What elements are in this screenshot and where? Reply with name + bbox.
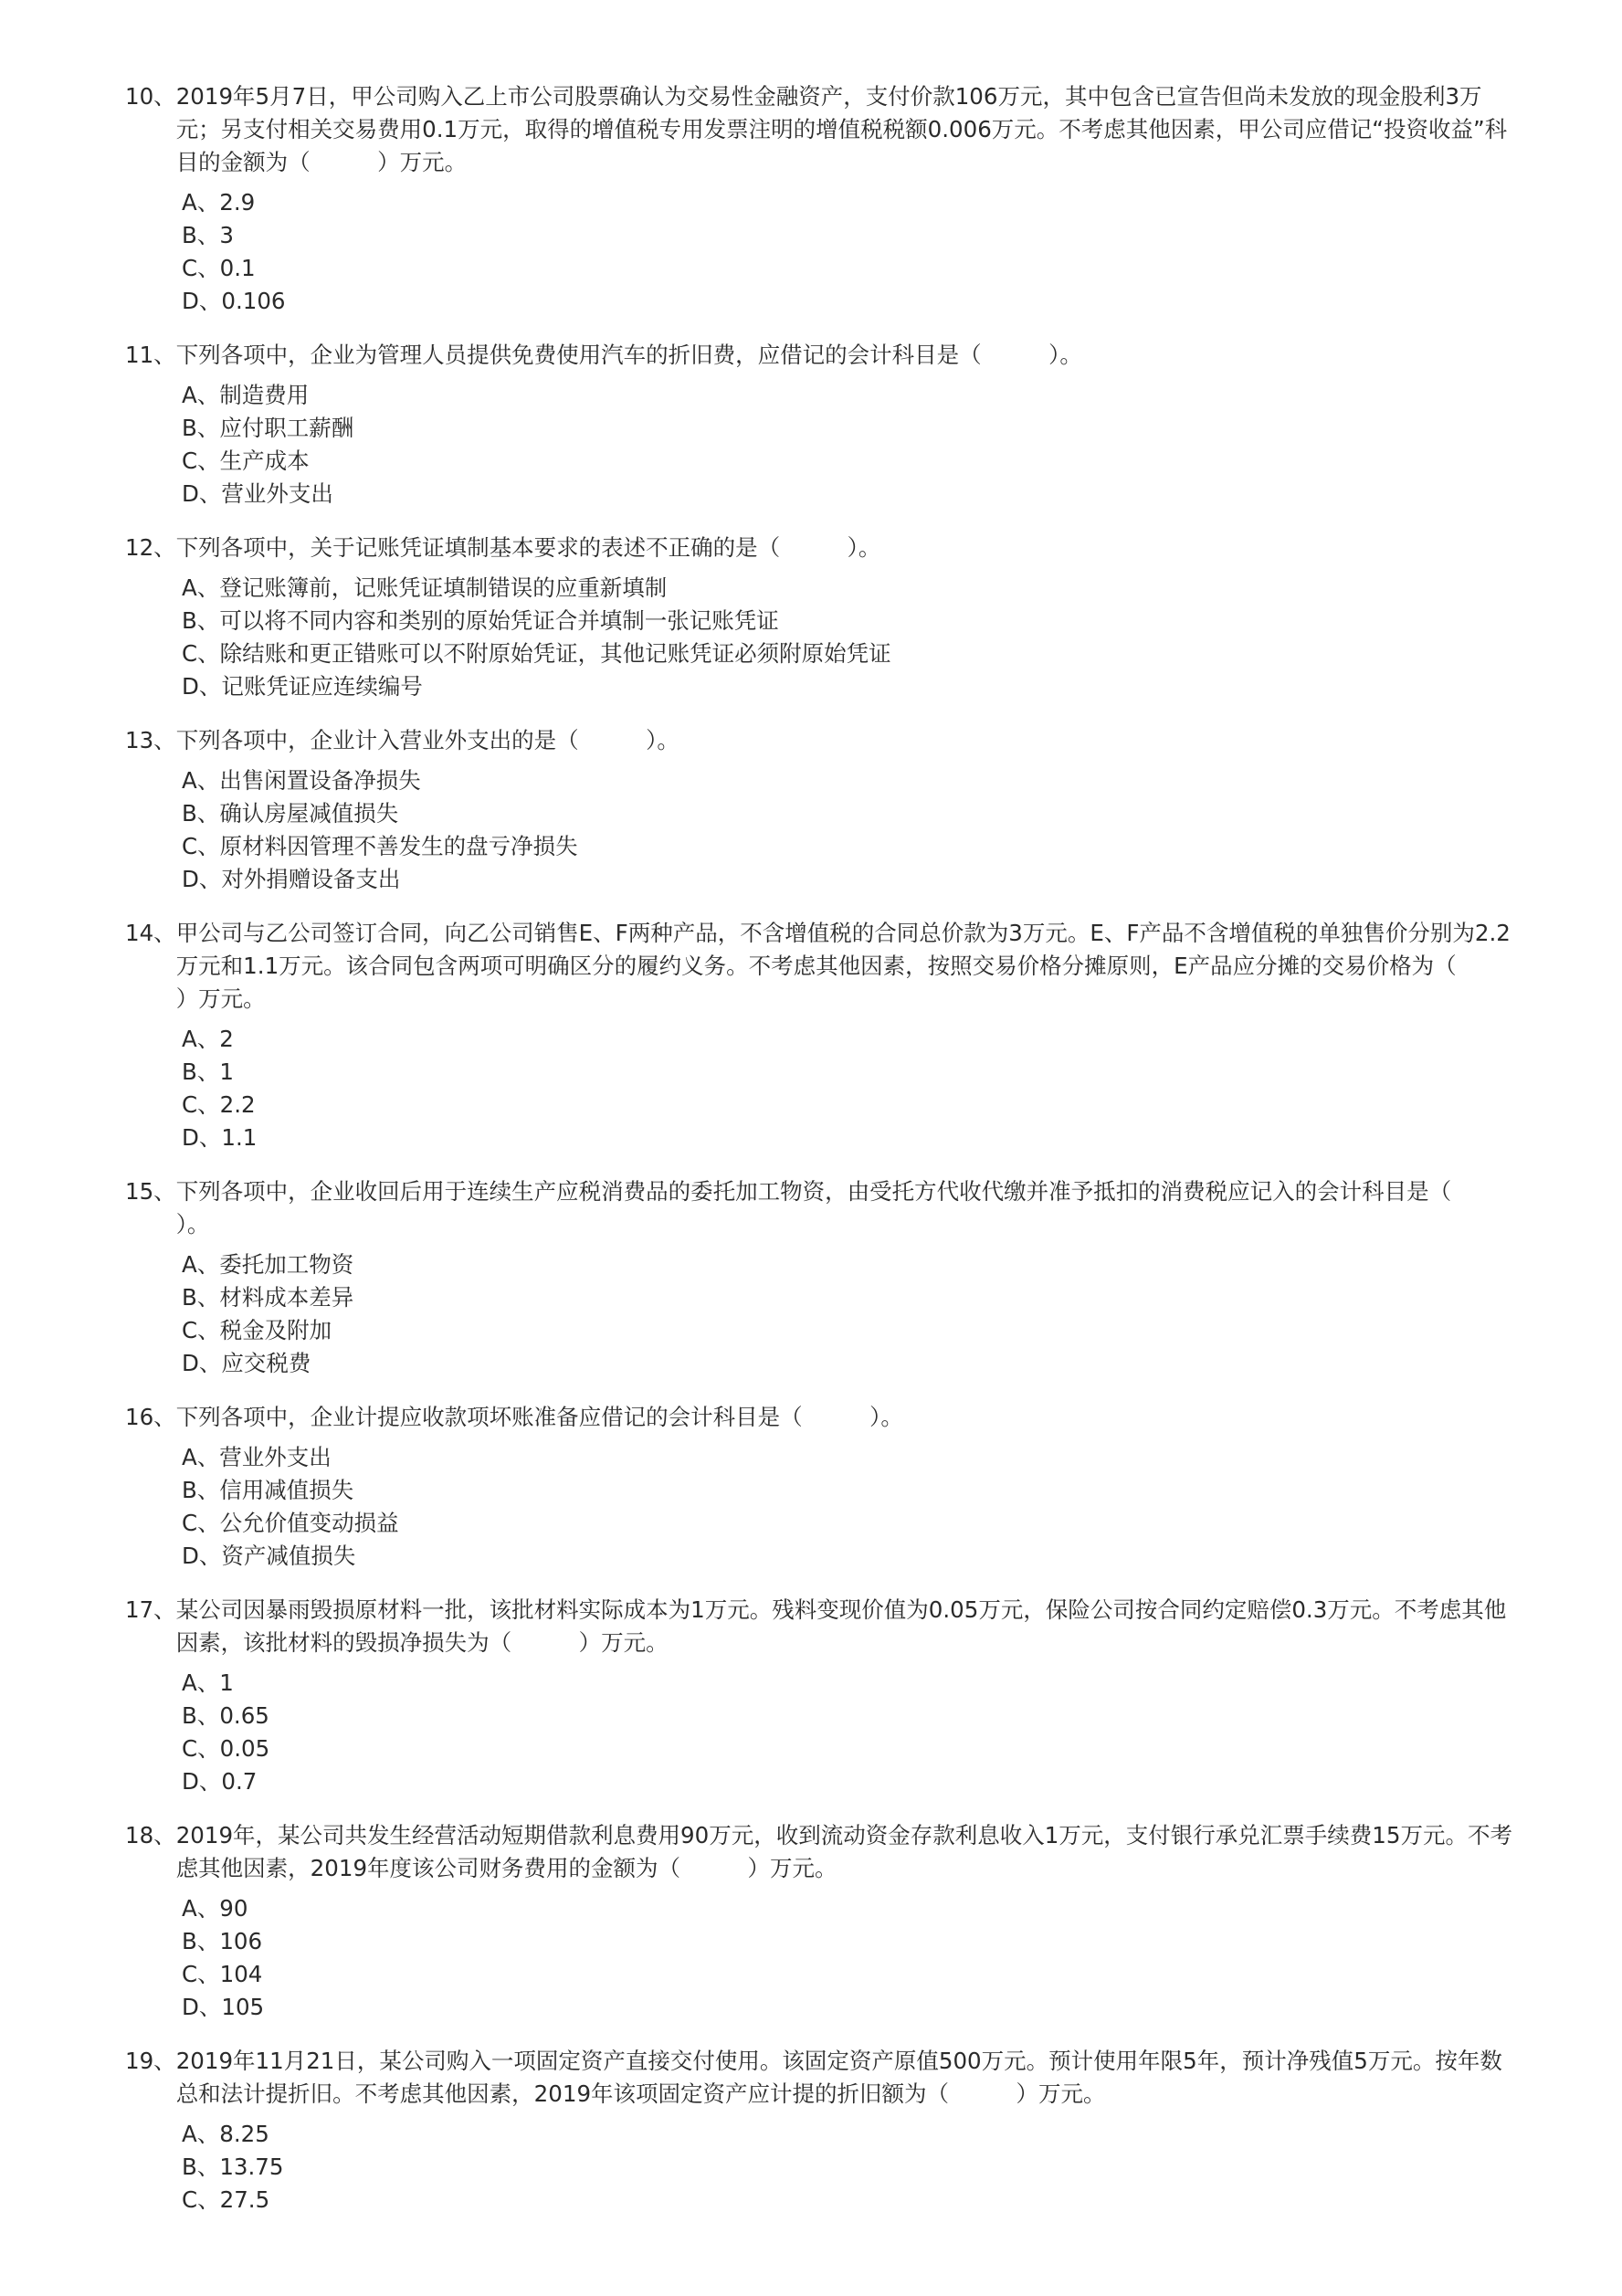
option-text: 资产减值损失 — [221, 1543, 356, 1569]
option-text: 公允价值变动损益 — [219, 1510, 399, 1536]
option-text: 委托加工物资 — [219, 1251, 354, 1278]
question-stem — [125, 339, 1513, 372]
question-item — [125, 532, 1513, 703]
question-number: 19、 — [125, 2048, 176, 2074]
question-text: 甲公司与乙公司签订合同，向乙公司销售E、F两种产品，不含增值税的合同总价款为3万元。E、F产品不含增值税的单独售价分别为2.2万元和1.1万元。该合同包含两项可明确区分的履约义务。不考虑其他因素，按照交易价格分摊原则，E产品应分摊的交易价格为（ ）万元。 — [175, 920, 1524, 1012]
option-letter: D、 — [182, 1124, 222, 1151]
option-text: 原材料因管理不善发生的盘亏净损失 — [219, 833, 578, 859]
option-letter: A、 — [182, 2121, 220, 2147]
option-item — [182, 379, 1513, 412]
question-number: 11、 — [125, 342, 176, 368]
option-list — [182, 186, 1513, 318]
option-item — [182, 1892, 1513, 1925]
option-item — [182, 1958, 1513, 1991]
question-item — [125, 1175, 1519, 1380]
option-text: 除结账和更正错账可以不附原始凭证，其他记账凭证必须附原始凭证 — [219, 640, 891, 667]
question-stem — [125, 80, 1513, 179]
option-item — [182, 605, 1513, 637]
option-item — [182, 2184, 1513, 2217]
question-item — [125, 339, 1513, 511]
option-letter: B、 — [182, 415, 220, 441]
option-text: 104 — [219, 1961, 263, 1987]
option-letter: C、 — [182, 1961, 220, 1987]
option-list — [182, 379, 1513, 511]
option-text: 营业外支出 — [219, 1444, 332, 1470]
option-item — [182, 252, 1513, 285]
option-letter: B、 — [182, 1058, 220, 1085]
option-item — [182, 219, 1513, 252]
option-letter: A、 — [182, 1444, 220, 1470]
question-number: 17、 — [125, 1596, 176, 1623]
option-text: 应付职工薪酬 — [219, 415, 354, 441]
option-list — [182, 1248, 1513, 1380]
option-item — [182, 797, 1513, 830]
option-text: 106 — [219, 1928, 263, 1954]
option-text: 3 — [219, 222, 234, 248]
option-letter: D、 — [182, 480, 222, 507]
option-letter: C、 — [182, 1510, 220, 1536]
question-number: 10、 — [125, 83, 176, 110]
option-text: 1 — [219, 1058, 234, 1085]
option-text: 生产成本 — [219, 448, 310, 474]
option-item — [182, 670, 1513, 703]
option-letter: A、 — [182, 767, 220, 794]
question-item — [125, 1819, 1513, 2024]
question-number: 13、 — [125, 727, 176, 753]
option-letter: B、 — [182, 800, 220, 827]
option-text: 13.75 — [219, 2154, 284, 2180]
option-text: 可以将不同内容和类别的原始凭证合并填制一张记账凭证 — [219, 607, 779, 634]
question-item — [125, 80, 1513, 318]
option-list — [182, 1023, 1513, 1154]
option-item — [182, 830, 1513, 863]
option-list — [182, 1892, 1513, 2024]
option-text: 税金及附加 — [219, 1317, 332, 1343]
option-letter: A、 — [182, 1026, 220, 1052]
option-letter: D、 — [182, 673, 222, 700]
option-letter: C、 — [182, 448, 220, 474]
option-text: 营业外支出 — [221, 480, 333, 507]
question-stem — [125, 532, 1513, 564]
option-item — [182, 863, 1513, 896]
option-text: 确认房屋减值损失 — [219, 800, 399, 827]
option-list — [182, 572, 1513, 703]
option-letter: A、 — [182, 1251, 220, 1278]
option-letter: A、 — [182, 1895, 220, 1922]
option-item — [182, 2151, 1513, 2184]
option-text: 0.106 — [221, 288, 286, 314]
option-item — [182, 1667, 1513, 1700]
option-text: 应交税费 — [221, 1350, 311, 1376]
option-text: 105 — [221, 1994, 265, 2020]
question-number: 12、 — [125, 534, 176, 561]
question-list — [125, 80, 1524, 2238]
question-text: 某公司因暴雨毁损原材料一批，该批材料实际成本为1万元。残料变现价值为0.05万元，保险公司按合同约定赔偿0.3万元。不考虑其他因素，该批材料的毁损净损失为（ ）万元。 — [175, 1596, 1507, 1656]
option-text: 0.05 — [219, 1735, 270, 1762]
option-letter: B、 — [182, 1284, 220, 1311]
option-text: 信用减值损失 — [219, 1477, 354, 1503]
option-item — [182, 1474, 1513, 1507]
option-text: 1.1 — [221, 1124, 258, 1151]
option-item — [182, 1540, 1513, 1573]
option-text: 2.9 — [219, 189, 256, 216]
question-number: 14、 — [125, 920, 176, 946]
option-item — [182, 1507, 1513, 1540]
option-text: 对外捐赠设备支出 — [221, 866, 401, 892]
option-letter: B、 — [182, 1928, 220, 1954]
option-list — [182, 2118, 1513, 2217]
option-item — [182, 186, 1513, 219]
option-text: 制造费用 — [219, 382, 310, 408]
option-letter: B、 — [182, 222, 220, 248]
option-letter: C、 — [182, 255, 220, 281]
option-item — [182, 1925, 1513, 1958]
option-letter: D、 — [182, 288, 222, 314]
option-letter: A、 — [182, 1669, 220, 1696]
option-letter: A、 — [182, 189, 220, 216]
option-text: 2 — [219, 1026, 234, 1052]
question-text: 2019年，某公司共发生经营活动短期借款利息费用90万元，收到流动资金存款利息收入1万元，支付银行承兑汇票手续费15万元。不考虑其他因素，2019年度该公司财务费用的金额为（ ）万元。 — [175, 1822, 1512, 1881]
option-text: 27.5 — [219, 2186, 270, 2213]
option-text: 材料成本差异 — [219, 1284, 354, 1311]
option-letter: B、 — [182, 2154, 220, 2180]
option-letter: A、 — [182, 574, 220, 601]
option-letter: D、 — [182, 1350, 222, 1376]
question-stem — [125, 1175, 1519, 1241]
option-text: 0.65 — [219, 1702, 269, 1729]
option-letter: B、 — [182, 1477, 220, 1503]
option-list — [182, 1667, 1513, 1798]
option-item — [182, 1733, 1513, 1765]
question-stem — [125, 1401, 1513, 1434]
option-item — [182, 1023, 1513, 1056]
option-item — [182, 1122, 1513, 1154]
option-item — [182, 1056, 1513, 1089]
option-list — [182, 1441, 1513, 1573]
option-item — [182, 1314, 1513, 1347]
option-item — [182, 1248, 1513, 1281]
question-item — [125, 917, 1524, 1154]
option-item — [182, 445, 1513, 478]
option-text: 0.1 — [219, 255, 256, 281]
question-stem — [125, 724, 1513, 757]
option-text: 1 — [219, 1669, 234, 1696]
option-letter: C、 — [182, 1091, 220, 1118]
option-letter: C、 — [182, 640, 220, 667]
option-letter: D、 — [182, 1768, 222, 1795]
option-list — [182, 764, 1513, 896]
question-text: 下列各项中，企业计入营业外支出的是（ ）。 — [175, 727, 679, 753]
question-number: 16、 — [125, 1404, 176, 1430]
option-letter: A、 — [182, 382, 220, 408]
question-text: 2019年5月7日，甲公司购入乙上市公司股票确认为交易性金融资产，支付价款106万元，其中包含已宣告但尚未发放的现金股利3万元；另支付相关交易费用0.1万元，取得的增值税专用发票注明的增值税税额0.006万元。不考虑其他因素，甲公司应借记“投资收益”科目的金额为（ ）万元。 — [175, 83, 1508, 175]
question-text: 下列各项中，企业计提应收款项坏账准备应借记的会计科目是（ ）。 — [175, 1404, 903, 1430]
question-text: 下列各项中，企业为管理人员提供免费使用汽车的折旧费，应借记的会计科目是（ ）。 — [175, 342, 1082, 368]
option-item — [182, 1700, 1513, 1733]
option-letter: B、 — [182, 1702, 220, 1729]
option-item — [182, 1991, 1513, 2024]
question-number: 15、 — [125, 1178, 176, 1205]
question-stem — [125, 1594, 1513, 1659]
option-item — [182, 2118, 1513, 2151]
option-text: 8.25 — [219, 2121, 269, 2147]
question-text: 下列各项中，关于记账凭证填制基本要求的表述不正确的是（ ）。 — [175, 534, 881, 561]
question-text: 2019年11月21日，某公司购入一项固定资产直接交付使用。该固定资产原值500万元。预计使用年限5年，预计净残值5万元。按年数总和法计提折旧。不考虑其他因素，2019年该项固定资产应计提的折旧额为（ ）万元。 — [175, 2048, 1502, 2107]
question-item — [125, 724, 1513, 896]
option-letter: C、 — [182, 2186, 220, 2213]
option-text: 出售闲置设备净损失 — [219, 767, 421, 794]
option-letter: D、 — [182, 1543, 222, 1569]
option-item — [182, 572, 1513, 605]
question-item — [125, 1401, 1513, 1573]
option-text: 0.7 — [221, 1768, 258, 1795]
option-letter: D、 — [182, 1994, 222, 2020]
option-item — [182, 1347, 1513, 1380]
option-letter: C、 — [182, 1317, 220, 1343]
question-stem — [125, 2045, 1513, 2111]
option-letter: B、 — [182, 607, 220, 634]
option-text: 登记账簿前，记账凭证填制错误的应重新填制 — [219, 574, 668, 601]
question-number: 18、 — [125, 1822, 176, 1848]
option-letter: D、 — [182, 866, 222, 892]
question-text: 下列各项中，企业收回后用于连续生产应税消费品的委托加工物资，由受托方代收代缴并准予抵扣的消费税应记入的会计科目是（ ）。 — [175, 1178, 1519, 1238]
option-item — [182, 1765, 1513, 1798]
question-stem — [125, 1819, 1513, 1885]
option-letter: C、 — [182, 833, 220, 859]
option-item — [182, 1281, 1513, 1314]
question-stem — [125, 917, 1524, 1016]
option-item — [182, 764, 1513, 797]
option-text: 2.2 — [219, 1091, 256, 1118]
question-item — [125, 2045, 1513, 2217]
option-item — [182, 1441, 1513, 1474]
option-item — [182, 412, 1513, 445]
question-item — [125, 1594, 1513, 1798]
option-text: 记账凭证应连续编号 — [221, 673, 423, 700]
option-item — [182, 285, 1513, 318]
option-text: 90 — [219, 1895, 248, 1922]
option-item — [182, 637, 1513, 670]
option-item — [182, 478, 1513, 511]
option-letter: C、 — [182, 1735, 220, 1762]
option-item — [182, 1089, 1513, 1122]
